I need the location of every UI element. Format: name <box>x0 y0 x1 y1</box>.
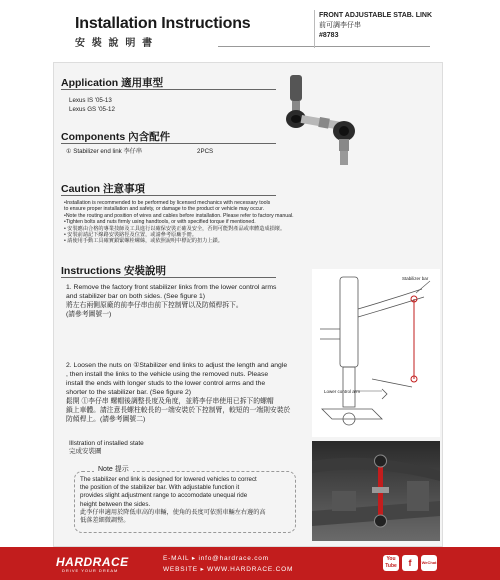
step-2-line: 2. Loosen the nuts on ①Stabilizer end links to adjust the length and angle <box>66 362 288 369</box>
component-qty: 2PCS <box>197 148 214 155</box>
step-2-line: , then install the links to the vehicle using the removed nuts. Please <box>66 371 269 378</box>
application-rule <box>61 89 276 90</box>
step-2-line: 鎖上車體。請注意長螺柱較長的一端安裝於下控制臂，較短的一端則安裝於 <box>66 407 291 414</box>
note-line: provides slight adjustment range to accomodate unequal ride <box>80 492 248 500</box>
step-1 <box>66 283 306 319</box>
header <box>0 0 500 60</box>
caution-title: Caution 注意事項 <box>61 183 145 195</box>
caution-line: to ensure proper installation and safety, or damage to the product or vehicle may occur. <box>64 206 265 213</box>
illustration-caption <box>69 440 144 456</box>
figure-1-label-bar: Stabilizer bar <box>402 276 429 281</box>
figure-2-photo <box>312 441 440 541</box>
components-rule <box>61 143 276 144</box>
step-2 <box>66 361 306 424</box>
brand-tagline: DRIVE YOUR DREAM <box>62 568 119 573</box>
illustration-caption-en: Illstration of installed state <box>69 440 144 447</box>
step-2-line: 鬆開 ①李仔串 螺帽後調整長度及角度，並將李仔串使用已拆下的螺帽 <box>66 398 274 405</box>
website-link[interactable]: WEBSITE ▸ WWW.HARDRACE.COM <box>163 566 294 573</box>
brand-name: HARDRACE <box>56 555 129 569</box>
caution-line: •Note the routing and position of wires and cables before installation. Please refer to factory manual. <box>64 212 294 219</box>
application-list <box>69 96 115 114</box>
stabilizer-link-photo <box>282 71 362 171</box>
figure-1-label-arm: Lower control arm <box>324 389 361 394</box>
caution-line: •Installation is recommended to be performed by licensed mechanics with necessary tools <box>64 200 271 206</box>
header-rule <box>218 46 430 47</box>
note-label: Note 提示 <box>94 464 133 474</box>
content-card <box>53 62 443 547</box>
hardrace-logo <box>52 555 144 573</box>
step-2-line: shorter to the stabilizer bar. (See figure 2) <box>66 389 192 396</box>
product-info <box>319 11 432 41</box>
step-1-line: 1. Remove the factory front stabilizer links from the lower control arms <box>66 284 277 291</box>
step-1-line: and stabilizer bar on both sides. (See figure 1) <box>66 293 206 300</box>
note-line: height between the sides. <box>80 500 151 508</box>
components-title: Components 內含配件 <box>61 131 171 143</box>
step-2-line: install the ends with longer studs to the lower control arms and the <box>66 380 266 387</box>
caution-line: • 安裝應由合格的專業技師及工具進行以確保安裝正確及安全，否則可能對產品或車體造成損壞。 <box>64 225 286 232</box>
email-link[interactable]: E-MAIL ▸ info@hardrace.com <box>163 555 269 562</box>
caution-line: • 請使用手動工具確實鎖緊螺栓螺絲，或依照說明中標記的扭力上鎖。 <box>64 238 223 245</box>
note-line: 此李仔串適用於降低車高的車輛，使角的長度可依照車輛左右邊的高 <box>80 508 266 516</box>
header-divider <box>314 10 315 48</box>
application-item: Lexus IS '05-13 <box>69 97 112 104</box>
footer <box>0 547 500 580</box>
caution-line: •Tighten bolts and nuts firmly using handtools, or with specified torque if mentioned. <box>64 219 256 226</box>
figure-1-diagram <box>312 269 440 437</box>
caution-rule <box>61 195 276 196</box>
wechat-icon[interactable]: WeChat <box>421 555 437 571</box>
youtube-icon[interactable]: You Tube <box>383 555 399 571</box>
step-2-line: 防傾桿上。(請參考圖號二) <box>66 416 146 423</box>
doc-title: Installation Instructions <box>75 15 251 32</box>
note-line: The stabilizer end link is designed for lowered vehicles to correct <box>80 476 257 483</box>
step-1-line: (請參考圖號一) <box>66 311 112 318</box>
note-line: 低落差細微調整。 <box>80 517 130 525</box>
part-number: #8783 <box>319 32 339 39</box>
instructions-title: Instructions 安裝說明 <box>61 265 167 277</box>
caution-list <box>64 200 294 245</box>
facebook-icon[interactable]: f <box>402 555 418 571</box>
doc-subtitle: 安 裝 說 明 書 <box>75 38 155 49</box>
product-title-zh: 前可調李仔串 <box>319 22 361 29</box>
product-title: FRONT ADJUSTABLE STAB. LINK <box>319 12 433 19</box>
instructions-rule <box>61 277 276 278</box>
caution-line: • 安裝前請記下線路安裝路徑及位置，或請參考原廠手冊。 <box>64 232 197 239</box>
step-1-line: 將左右兩側原廠的前李仔串由前下控制臂以及防傾桿拆下。 <box>66 302 243 309</box>
illustration-caption-zh: 完成安裝圖 <box>69 448 102 455</box>
application-title: Application 適用車型 <box>61 77 164 89</box>
note-line: the position of the stabilizer bar. With adjustable function it <box>80 484 240 492</box>
application-item: Lexus GS '05-12 <box>69 106 115 113</box>
note-text <box>80 476 295 525</box>
component-name: ① Stabilizer end link 李仔串 <box>66 148 143 155</box>
